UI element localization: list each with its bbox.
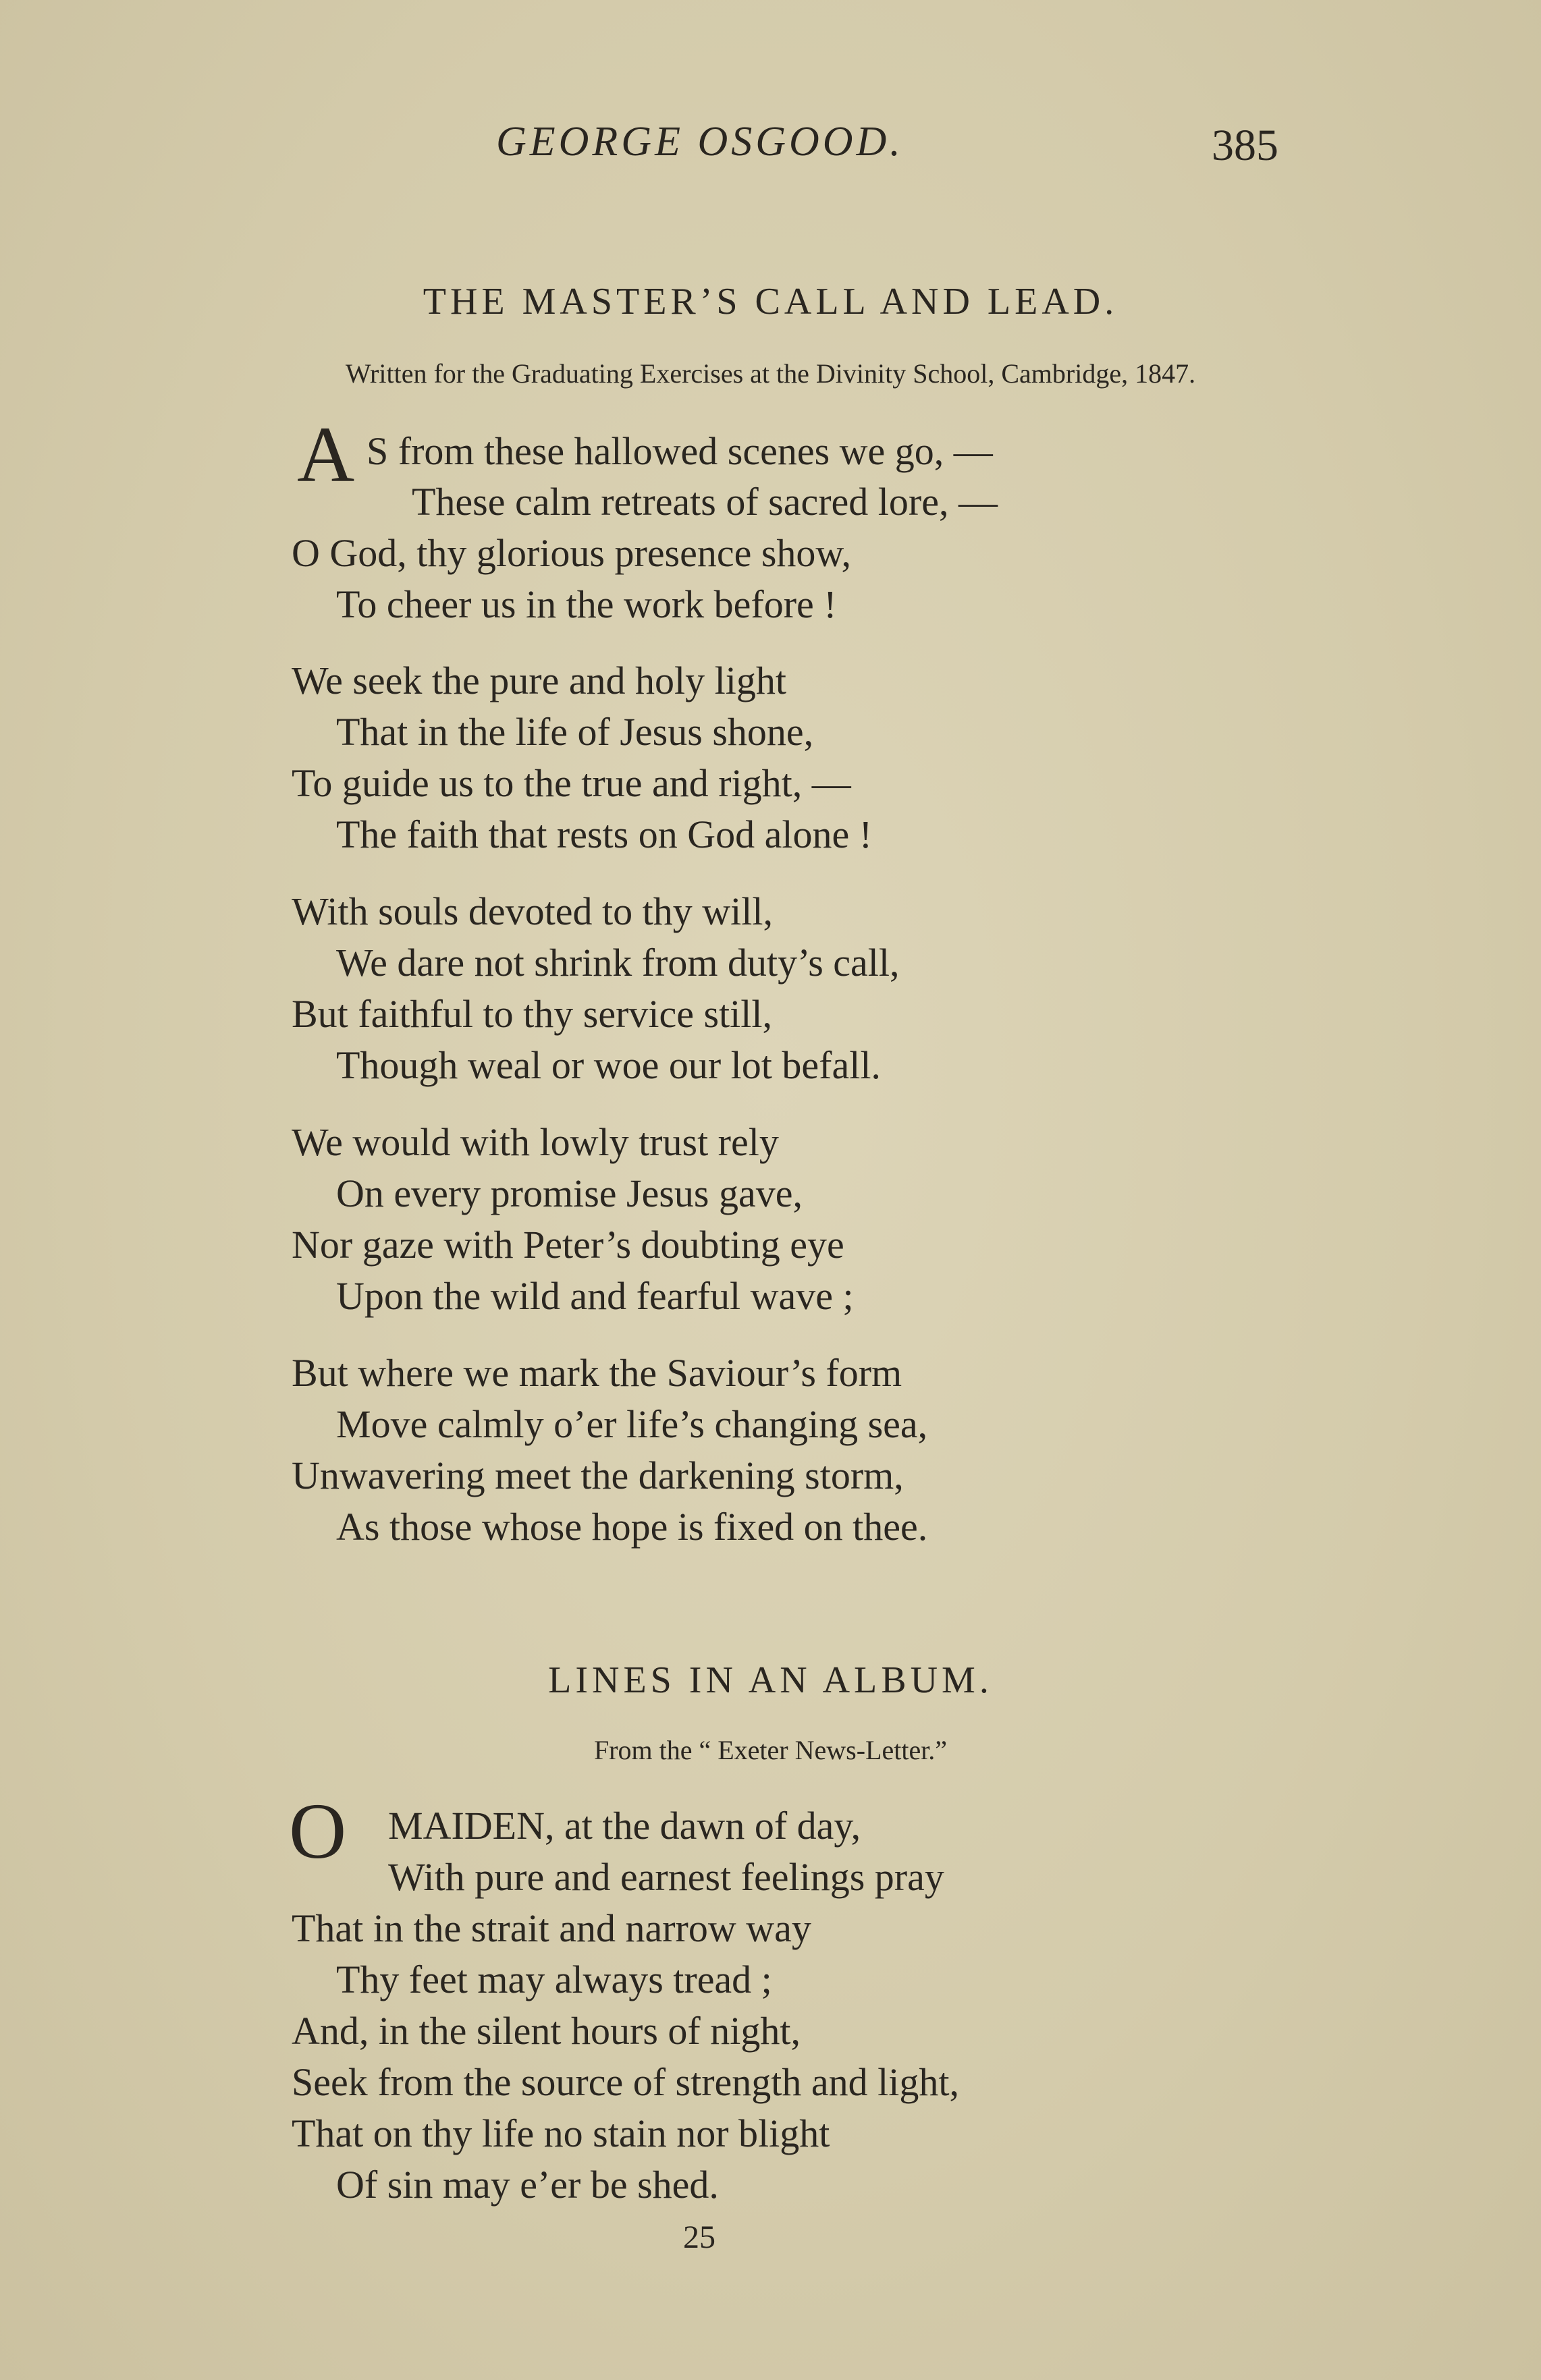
poem-line: Of sin may e’er be shed.	[336, 2163, 719, 2207]
poem-line: That in the life of Jesus shone,	[336, 710, 814, 754]
poem-line: Seek from the source of strength and light,	[292, 2060, 959, 2104]
poem-line: On every promise Jesus gave,	[336, 1171, 803, 1215]
drop-cap: A	[297, 410, 355, 499]
poem-line: O God, thy glorious presence show,	[292, 531, 852, 575]
poem-line: That in the strait and narrow way	[292, 1906, 811, 1950]
poem-line: The faith that rests on God alone !	[336, 812, 873, 856]
poem-line: To guide us to the true and right, —	[292, 761, 851, 805]
drop-cap: O	[289, 1787, 347, 1875]
poem-line: Thy feet may always tread ;	[336, 1958, 772, 2001]
poem-line: As those whose hope is fixed on thee.	[336, 1505, 928, 1549]
poem-subtitle: From the “ Exeter News-Letter.”	[593, 1735, 948, 1765]
poem-title: LINES IN AN ALBUM.	[548, 1659, 993, 1701]
poem-line: Unwavering meet the darkening storm,	[292, 1454, 904, 1497]
poem-line: That on thy life no stain nor blight	[292, 2111, 830, 2155]
poem-line: We would with lowly trust rely	[292, 1120, 779, 1164]
poem-line: We seek the pure and holy light	[292, 659, 787, 702]
poem-line: But where we mark the Saviour’s form	[292, 1351, 902, 1395]
poem-line: With pure and earnest feelings pray	[388, 1855, 944, 1899]
poem-line: And, in the silent hours of night,	[292, 2009, 801, 2053]
poem-line: Move calmly o’er life’s changing sea,	[336, 1402, 928, 1446]
page-number: 385	[1212, 121, 1278, 170]
signature-mark: 25	[683, 2219, 715, 2255]
poem-line: But faithful to thy service still,	[292, 992, 773, 1036]
poem-line: With souls devoted to thy will,	[292, 889, 773, 933]
poem-title: THE MASTER’S CALL AND LEAD.	[423, 281, 1118, 323]
poem-subtitle: Written for the Graduating Exercises at the Divinity School, Cambridge, 1847.	[345, 358, 1196, 389]
poem-line: Upon the wild and fearful wave ;	[336, 1274, 854, 1318]
running-head: GEORGE OSGOOD.	[496, 119, 904, 165]
poem-line: S from these hallowed scenes we go, —	[367, 429, 993, 473]
poem-line: Though weal or woe our lot befall.	[336, 1043, 881, 1087]
poem-line: MAIDEN, at the dawn of day,	[388, 1804, 861, 1848]
poem-line: We dare not shrink from duty’s call,	[336, 941, 900, 985]
poem-line: These calm retreats of sacred lore, —	[412, 480, 998, 524]
poem-line: To cheer us in the work before !	[336, 582, 837, 626]
poem-line: Nor gaze with Peter’s doubting eye	[292, 1223, 844, 1267]
